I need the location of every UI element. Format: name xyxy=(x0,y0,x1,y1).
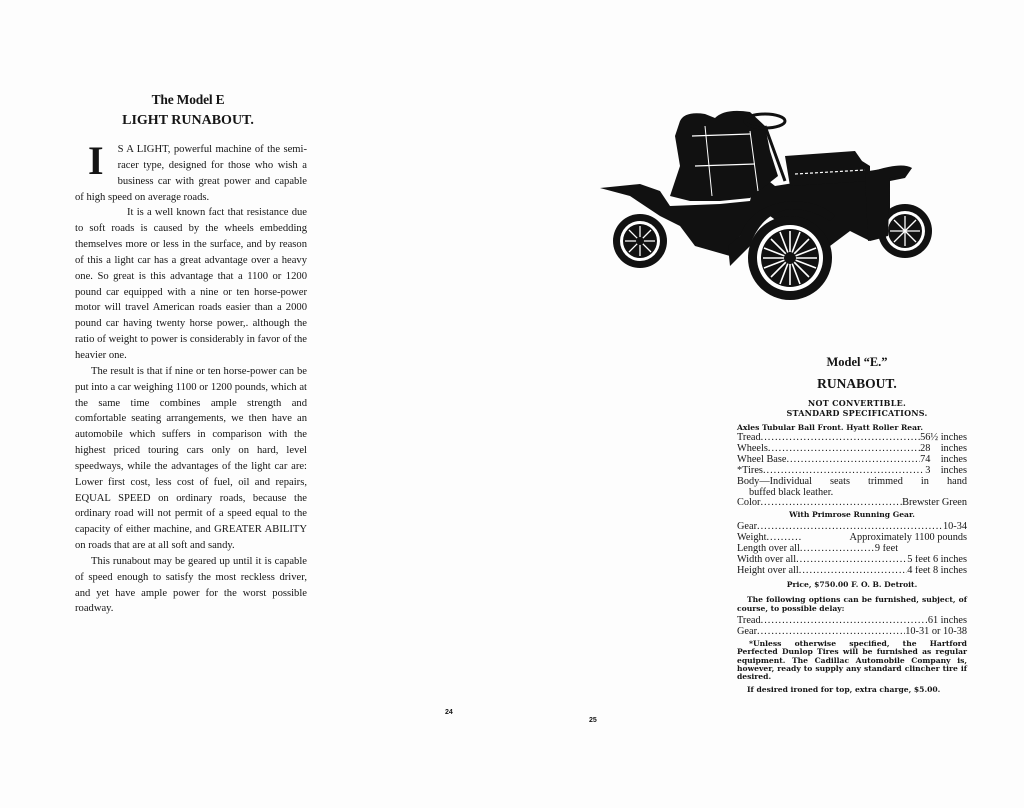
spec-title: Model “E.” xyxy=(826,355,888,369)
option-row: Tread ..... 61 inches xyxy=(737,616,967,627)
page-number: 25 xyxy=(589,717,597,724)
body-text xyxy=(75,138,307,617)
car-illustration xyxy=(600,106,935,311)
price: Price, $750.00 F. O. B. Detroit. xyxy=(786,579,918,589)
specifications xyxy=(737,423,967,694)
spec-row: Width over all ..... 5 feet 6 inches xyxy=(737,555,967,566)
options-intro: The following options can be furnished, subject, of course, to possible delay: xyxy=(737,594,967,613)
spec-row-color: Color ..... Brewster Green xyxy=(737,498,967,509)
page-subtitle: LIGHT RUNABOUT. xyxy=(122,113,254,128)
right-page xyxy=(512,0,1024,808)
paragraph-1: I S A LIGHT, powerful machine of the semi-racer type, designed for those who wish a business car with great power and capable of high speed on average roads. xyxy=(75,138,307,203)
spec-row: *Tires ..... 3 inches xyxy=(737,466,967,477)
page-title: The Model E xyxy=(151,92,225,107)
option-row: Gear ..... 10-31 or 10-38 xyxy=(737,627,967,638)
spec-subtitle: RUNABOUT. xyxy=(817,376,897,391)
spec-row: Wheel Base ..... 74 inches xyxy=(737,455,967,466)
spec-row: Tread ..... 56½ inches xyxy=(737,433,967,444)
drop-cap: I xyxy=(88,138,104,183)
running-gear-note: With Primrose Running Gear. xyxy=(789,510,915,520)
paragraph-4: This runabout may be geared up until it is capable of speed enough to satisfy the most reckless driver, and yet have ample power for the worst possible roadway. xyxy=(75,555,307,615)
standard-specs-heading: STANDARD SPECIFICATIONS. xyxy=(786,408,928,418)
paragraph-3: The result is that if nine or ten horse-power can be put into a car weighing 1100 or 1200 pounds, which at the same time combines ample strength and comfortable seating arrangements, we then have an automobile which suffers in comparison with the highest priced touring cars only on hard, level speedways, while the advantages of the light car are: Lower first cost, less cost of fuel, oil and repairs, EQUAL SPEED on ordinary roads, because the ordinary road will not permit of a speed equal to the capacity of either machine, and GREATER ABILITY on roads that are at all soft and sandy. xyxy=(75,365,307,552)
spec-row: Weight ..... Approximately 1100 pounds xyxy=(737,533,967,544)
spec-row: Length over all ..... 9 feet xyxy=(737,544,967,555)
spec-row: Height over all ..... 4 feet 8 inches xyxy=(737,566,967,577)
body-spec: Body—Individual seats trimmed in hand xyxy=(737,475,967,487)
paragraph-2: It is a well known fact that resistance due to soft roads is caused by the wheels embedding themselves more or less in the surface, and by reason of this a light car has a great advantage over a heavy one. So great is this advantage that a 1100 or 1200 pound car equipped with a nine or ten horse-power motor will travel American roads easier than a 2000 pound car having twenty horse power,. although the ratio of weight to power is considerably in favor of the heavier one. xyxy=(75,207,307,361)
spec-row: Wheels ..... 28 inches xyxy=(737,444,967,455)
footnote: *Unless otherwise specified, the Hartford Perfected Dunlop Tires will be furnished as regular equipment. The Cadillac Automobile Company is, however, ready to supply any standard clincher tire if desired. xyxy=(737,638,967,682)
not-convertible-note: NOT CONVERTIBLE. xyxy=(807,398,907,408)
spec-row: Gear ..... 10-34 xyxy=(737,522,967,533)
top-charge-note: If desired ironed for top, extra charge, $5.00. xyxy=(747,684,941,694)
axles-line: Axles Tubular Ball Front. Hyatt Roller Rear. xyxy=(737,423,923,432)
page-number: 24 xyxy=(445,709,453,716)
body-spec-cont: buffed black leather. xyxy=(749,486,834,498)
